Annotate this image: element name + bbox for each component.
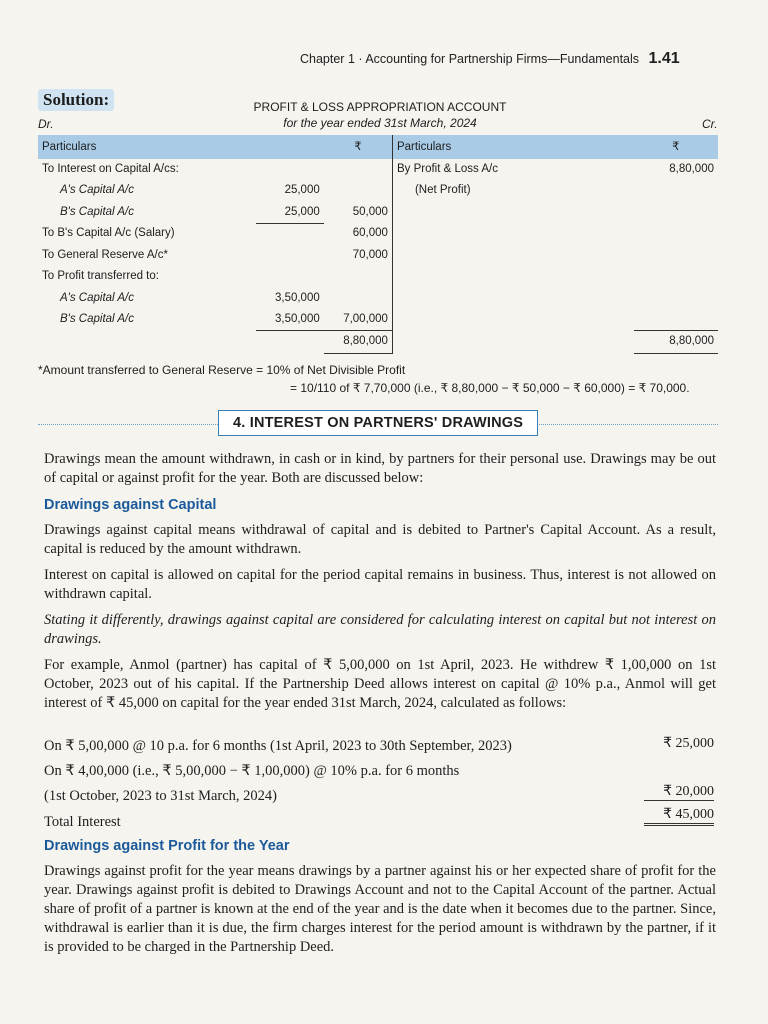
- table-row: B's Capital A/c 25,000 50,000: [38, 202, 718, 224]
- heading-drawings-against-capital: Drawings against Capital: [44, 497, 217, 513]
- appropriation-account-table: [38, 135, 718, 354]
- section-heading: [38, 410, 718, 438]
- page-number: 1.41: [648, 50, 680, 67]
- debit-label: Dr.: [38, 117, 54, 131]
- table-total-row: [38, 331, 718, 353]
- capital-paragraph-1: Drawings against capital means withdrawal of capital and is debited to Partner's Capital Account. As a result, capital is reduced by the amount withdrawn.: [44, 522, 716, 557]
- header-particulars-left: Particulars: [38, 135, 256, 159]
- heading-drawings-against-profit: Drawings against Profit for the Year: [44, 838, 290, 854]
- chapter-title: Chapter 1 · Accounting for Partnership Firms—Fundamentals: [300, 52, 640, 66]
- capital-paragraph-3: Stating it differently, drawings against capital are considered for calculating interest on capital but not interest on drawings.: [44, 612, 716, 647]
- capital-paragraph-2: Interest on capital is allowed on capital for the period capital remains in business. Thus, interest is not allowed on withdrawn capital.: [44, 567, 716, 602]
- solution-label: Solution:: [38, 89, 114, 111]
- header-particulars-right: Particulars: [392, 135, 633, 159]
- table-row: A's Capital A/c 25,000 (Net Profit): [38, 180, 718, 201]
- calc-value-1: ₹ 25,000: [663, 736, 714, 751]
- header-amount-left: ₹: [324, 135, 393, 159]
- table-row: B's Capital A/c 3,50,000 7,00,000: [38, 309, 718, 331]
- header-amount-right: ₹: [634, 135, 718, 159]
- calc-line-1: On ₹ 5,00,000 @ 10 p.a. for 6 months (1st April, 2023 to 30th September, 2023): [44, 738, 512, 754]
- calc-value-2: ₹ 20,000: [644, 783, 714, 801]
- calc-line-2: On ₹ 4,00,000 (i.e., ₹ 5,00,000 − ₹ 1,00,000) @ 10% p.a. for 6 months: [44, 763, 460, 779]
- credit-label: Cr.: [702, 117, 718, 131]
- table-row: To General Reserve A/c* 70,000: [38, 245, 718, 266]
- table-row: To B's Capital A/c (Salary) 60,000: [38, 223, 718, 245]
- example-paragraph: For example, Anmol (partner) has capital of ₹ 5,00,000 on 1st April, 2023. He withdrew ₹ 1,00,000 on 1st October, 2023 out of his capital. If the Partnership Deed allows interest on capital @ 10% p.a., Anmol will get interest of ₹ 45,000 on capital for the year ended 31st March, 2024, calculated as follows:: [44, 657, 716, 711]
- table-row: To Interest on Capital A/cs: By Profit & Loss A/c 8,80,000: [38, 159, 718, 180]
- account-title: PROFIT & LOSS APPROPRIATION ACCOUNT: [253, 100, 507, 114]
- section-title: 4. INTEREST ON PARTNERS' DRAWINGS: [218, 410, 538, 436]
- running-header: [300, 50, 680, 68]
- calc-total-label: Total Interest: [44, 814, 121, 830]
- calc-line-3: (1st October, 2023 to 31st March, 2024): [44, 788, 277, 804]
- profit-paragraph: Drawings against profit for the year means drawings by a partner against his or her expected share of profit for the year. Drawings against profit is debited to Drawings Account and not to the Capital Account of the partner. Actual share of profit of a partner is known at the end of the year and is the date when it becomes due to the partner. Since, withdrawal is earlier than it is due, the firm charges interest for the period amount is withdrawn by the partner, if it is provided to be charged in the Partnership Deed.: [44, 863, 716, 955]
- total-left: 8,80,000: [324, 331, 393, 353]
- footnote-line-2: = 10/110 of ₹ 7,70,000 (i.e., ₹ 8,80,000 − ₹ 50,000 − ₹ 60,000) = ₹ 70,000.: [290, 381, 690, 395]
- table-row: To Profit transferred to:: [38, 266, 718, 287]
- table-row: A's Capital A/c 3,50,000: [38, 288, 718, 309]
- table-header-row: [38, 135, 718, 159]
- total-right: 8,80,000: [634, 331, 718, 353]
- footnote-line-1: *Amount transferred to General Reserve = 10% of Net Divisible Profit: [38, 363, 406, 377]
- calc-total-value: ₹ 45,000: [644, 806, 714, 826]
- account-subtitle: for the year ended 31st March, 2024: [283, 116, 477, 130]
- intro-paragraph: Drawings mean the amount withdrawn, in cash or in kind, by partners for their personal use. Drawings may be out of capital or against profit for the year. Both are discussed below:: [44, 451, 716, 486]
